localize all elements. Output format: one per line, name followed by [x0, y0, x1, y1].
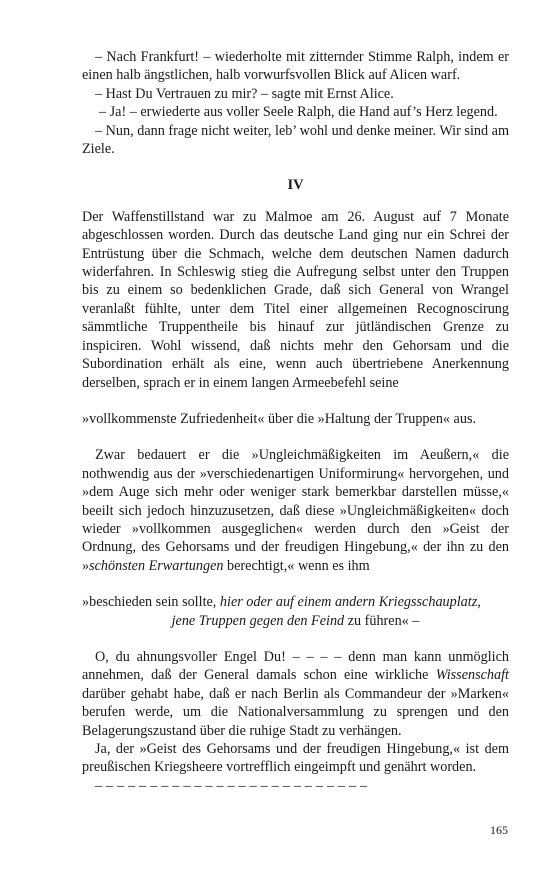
emphasis: schönsten Erwartungen: [89, 557, 224, 574]
paragraph: Der Waffenstillstand war zu Malmoe am 26. August auf 7 Monate abgeschlossen worden. Durch das deutsche Land ging nur ein Schrei der Entrüstung über die Schmach, welche dem deutschen Namen dadurch widerfahren. In Schleswig stieg die Aufregung selbst unter den Truppen bis zu einem so bedenklichen Grade, daß sich General von Wrangel veranlaßt fühlte, unter dem Titel einer allgemeinen Recognoscirung sämmtliche Truppentheile bis hinauf zur jütländischen Grenze zu inspiciren. Wohl wissend, daß nichts mehr den Gehorsam und die Subordination erhält als eine, wenn auch übertriebene Anerkennung derselben, sprach er in einem langen Armeebefehl seine: [82, 208, 509, 391]
emphasis: hier oder auf einem andern Kriegsschauplatz,: [219, 594, 481, 611]
paragraph: – Hast Du Vertrauen zu mir? – sagte mit Ernst Alice.: [95, 85, 394, 102]
emphasis: jene Truppen gegen den Feind: [171, 612, 345, 629]
quote-block: [82, 593, 509, 611]
paragraph: [82, 648, 509, 740]
text-run: zu führen« –: [344, 612, 420, 629]
paragraph: [82, 446, 509, 575]
page-body: [82, 48, 509, 795]
paragraph: Ja, der »Geist des Gehorsams und der freudigen Hingebung,« ist dem preußischen Kriegsheere vortrefflich eingeimpft und genährt worden.: [82, 741, 509, 776]
chapter-heading: IV: [287, 177, 304, 194]
paragraph: – Ja! – erwiederte aus voller Seele Ralph, die Hand auf’s Herz legend.: [99, 104, 498, 121]
text-run: Zwar bedauert er die »Ungleichmäßigkeiten im Aeußern,« die nothwendig aus der »verschiedenartigen Uniformirung« hervorgehen, und »dem Auge sich mehr oder weniger stark bemerkbar darstellen müsse,« beeilt sich jedoch hinzuzusetzen, daß diese »Ungleichmäßigkeiten« doch wieder »vollkommen ausgeglichen« werden durch den »Geist der Ordnung, des Gehorsams und der freudigen Hingebung,« der ihn zu den »: [82, 447, 509, 574]
quote-line: »vollkommenste Zufriedenheit« über die »Haltung der Truppen« aus.: [82, 410, 477, 427]
dash-separator: – – – – – – – – – – – – – – – – – – – – – – – – –: [95, 777, 368, 794]
text-run: O, du ahnungsvoller Engel Du! – – – – denn man kann unmöglich annehmen, daß der General damals schon eine wirkliche: [82, 648, 509, 684]
text-run: darüber gehabt habe, daß er nach Berlin als Commandeur der »Marken« berufen werde, um die Nationalversammlung zu sprengen und den Belagerungszustand über die ruhige Stadt zu verhängen.: [82, 685, 509, 739]
paragraph: – Nun, dann frage nicht weiter, leb’ wohl und denke meiner. Wir sind am Ziele.: [82, 122, 509, 158]
emphasis: Wissenschaft: [435, 667, 509, 684]
quote-block-line2: [82, 612, 509, 630]
text-run: »beschieden sein sollte,: [82, 594, 220, 611]
page-number: 165: [490, 823, 508, 837]
text-run: berechtigt,« wenn es ihm: [223, 557, 370, 574]
paragraph: – Nach Frankfurt! – wiederholte mit zitternder Stimme Ralph, indem er einen halb ängstlichen, halb vorwurfsvollen Blick auf Alicen warf.: [82, 49, 509, 84]
